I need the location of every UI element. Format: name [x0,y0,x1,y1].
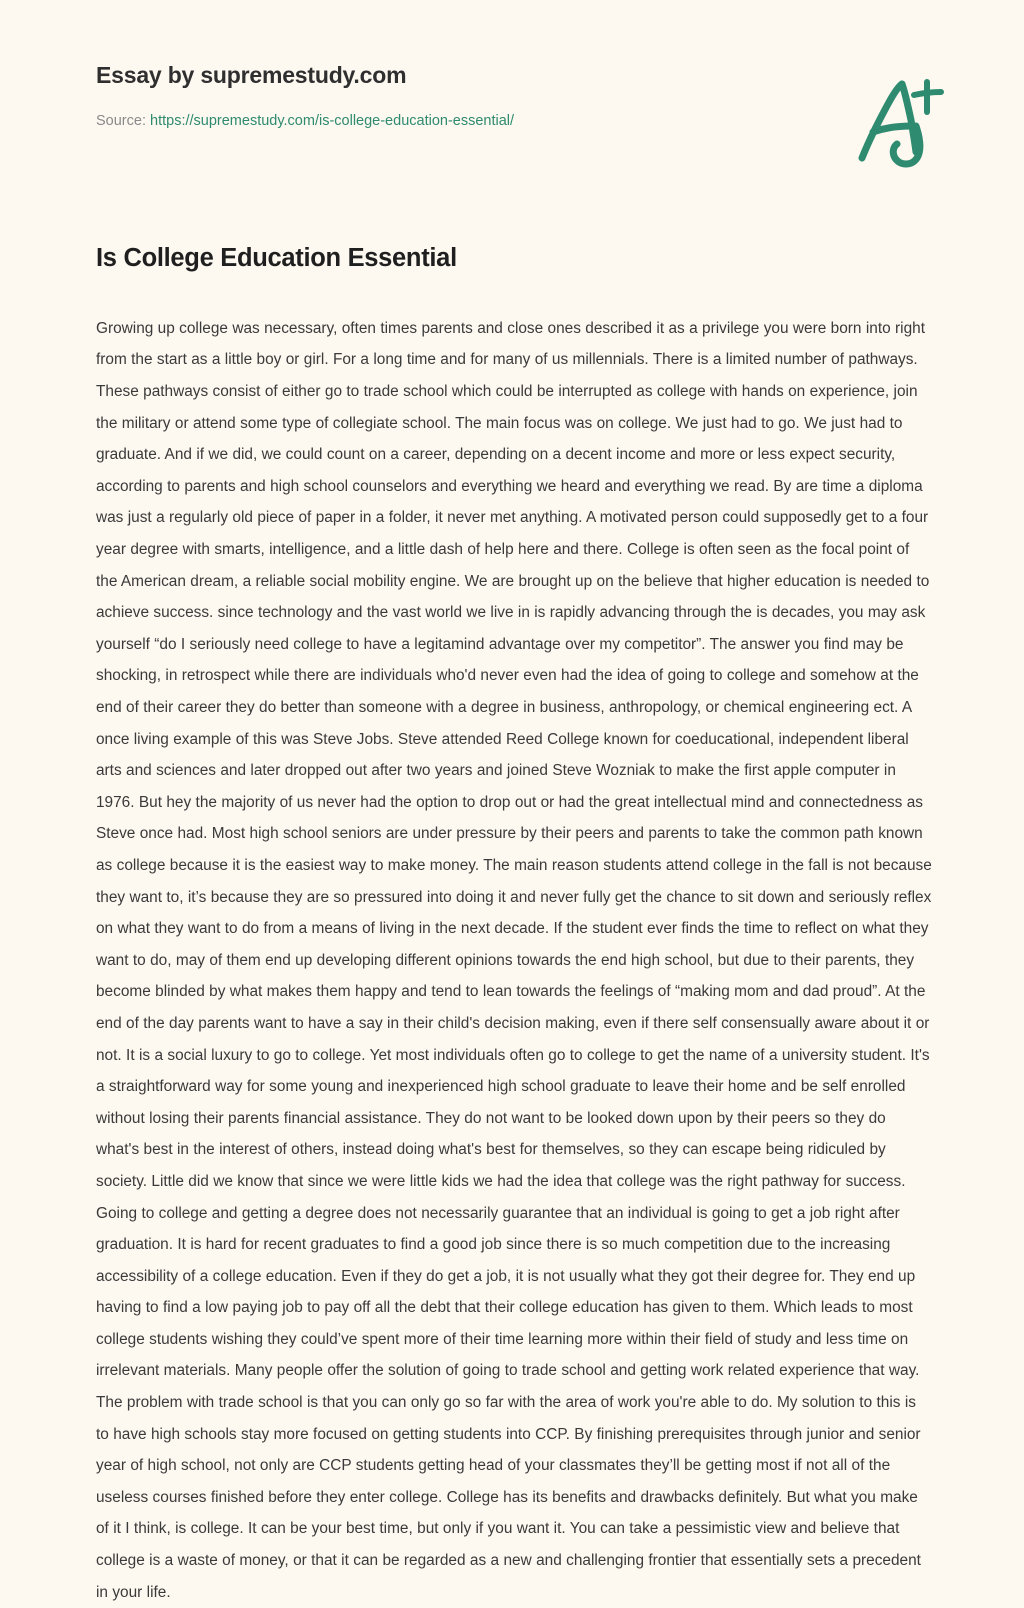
essay-body-text: Growing up college was necessary, often times parents and close ones described it as a privilege you were born into right from the start as a little boy or girl. For a long time and for many of us millennials. There is a limited number of pathways. These pathways consist of either go to trade school which could be interrupted as college with hands on experience, join the military or attend some type of collegiate school. The main focus was on college. We just had to go. We just had to graduate. And if we did, we could count on a career, depending on a decent income and more or less expect security, according to parents and high school counselors and everything we heard and everything we read. By are time a diploma was just a regularly old piece of paper in a folder, it never met anything. A motivated person could supposedly get to a four year degree with smarts, intelligence, and a little dash of help here and there. College is often seen as the focal point of the American dream, a reliable social mobility engine. We are brought up on the believe that higher education is needed to achieve success. since technology and the vast world we live in is rapidly advancing through the is decades, you may ask yourself “do I seriously need college to have a legitamind advantage over my competitor”. The answer you find may be shocking, in retrospect while there are individuals who'd never even had the idea of going to college and somehow at the end of their career they do better than someone with a degree in business, anthropology, or chemical engineering ect. A once living example of this was Steve Jobs. Steve attended Reed College known for coeducational, independent liberal arts and sciences and later dropped out after two years and joined Steve Wozniak to make the first apple computer in 1976. But hey the majority of us never had the option to drop out or had the great intellectual mind and connectedness as Steve once had. Most high school seniors are under pressure by their peers and parents to take the common path known as college because it is the easiest way to make money. The main reason students attend college in the fall is not because they want to, it’s because they are so pressured into doing it and never fully get the chance to sit down and seriously reflex on what they want to do from a means of living in the next decade. If the student ever finds the time to reflect on what they want to do, may of them end up developing different opinions towards the end high school, but due to their parents, they become blinded by what makes them happy and tend to lean towards the feelings of “making mom and dad proud”. At the end of the day parents want to have a say in their child's decision making, even if there self consensually aware about it or not. It is a social luxury to go to college. Yet most individuals often go to college to get the name of a university student. It's a straightforward way for some young and inexperienced high school graduate to leave their home and be self enrolled without losing their parents financial assistance. They do not want to be looked down upon by their peers so they do what's best in the interest of others, instead doing what's best for themselves, so they can escape being ridiculed by society. Little did we know that since we were little kids we had the idea that college was the right pathway for success. Going to college and getting a degree does not necessarily guarantee that an individual is going to get a job right after graduation. It is hard for recent graduates to find a good job since there is so much competition due to the increasing accessibility of a college education. Even if they do get a job, it is not usually what they got their degree for. They end up having to find a low paying job to pay off all the debt that their college education has given to them. Which leads to most college students wishing they could’ve spent more of their time learning more within their field of study and less time on irrelevant materials. Many people offer the solution of going to trade school and getting work related experience that way. The problem with trade school is that you can only go so far with the area of work you're able to do. My solution to this is to have high schools stay more focused on getting students into CCP. By finishing prerequisites through junior and senior year of high school, not only are CCP students getting head of your classmates they’ll be getting most if not all of the useless courses finished before they enter college. College has its benefits and drawbacks definitely. But what you make of it I think, is college. It can be your best time, but only if you want it. You can take a pessimistic view and believe that college is a waste of money, or that it can be regarded as a new and challenging frontier that essentially sets a precedent in your life. [96,319,932,1601]
page-title: Is College Education Essential [96,244,457,272]
a-plus-logo [842,62,962,182]
source-url-link[interactable]: https://supremestudy.com/is-college-education-essential/ [150,112,515,129]
source-label: Source: [96,112,146,129]
site-title: Essay by supremestudy.com [96,62,407,88]
a-plus-logo-icon [842,62,962,182]
source-line [96,112,928,131]
article [96,243,932,1608]
page-header [96,62,928,182]
